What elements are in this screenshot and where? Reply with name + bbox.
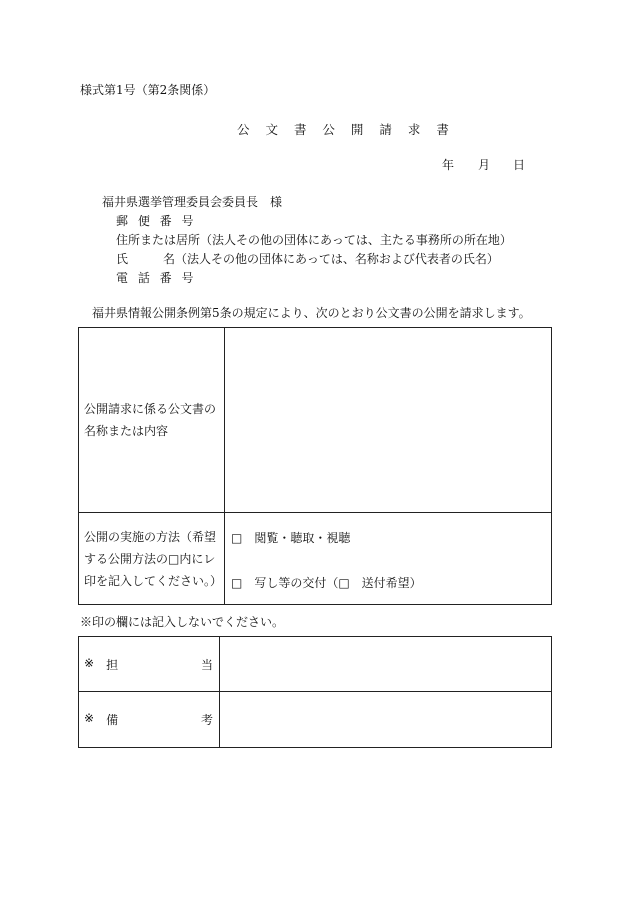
- charge-char-2: 当: [200, 657, 213, 672]
- field-phone: 電 話 番 号: [116, 271, 197, 285]
- option-copy-checkbox[interactable]: □ 写し等の交付（□ 送付希望）: [231, 576, 422, 590]
- date-month: 月: [478, 158, 491, 172]
- remarks-value-cell: [220, 692, 552, 748]
- form-number: 様式第1号（第2条関係）: [80, 83, 216, 97]
- request-table: [78, 327, 552, 605]
- method-label-line2: する公開方法の□内にレ: [84, 551, 216, 566]
- field-address: 住所または居所（法人その他の団体にあっては、主たる事務所の所在地）: [116, 233, 512, 247]
- remarks-char-2: 考: [200, 713, 213, 727]
- method-label-line3: 印を記入してください。）: [84, 573, 223, 588]
- remarks-label-cell: [79, 692, 220, 748]
- field-name-label: 氏: [116, 252, 129, 266]
- intro-text: 福井県情報公開条例第5条の規定により、次のとおり公文書の公開を請求します。: [92, 306, 531, 320]
- charge-label-cell: [79, 637, 220, 692]
- field-name-note: 名（法人その他の団体にあっては、名称および代表者の氏名）: [163, 252, 499, 266]
- date-day: 日: [513, 158, 526, 172]
- method-label-cell: [79, 513, 225, 605]
- addressee: 福井県選挙管理委員会委員長 様: [102, 195, 283, 209]
- option-view-checkbox[interactable]: □ 閲覧・聴取・視聴: [231, 531, 351, 545]
- method-label-line1: 公開の実施の方法（希望: [84, 529, 217, 544]
- doc-name-input-cell[interactable]: [225, 328, 552, 513]
- doc-name-label-line1: 公開請求に係る公文書の: [84, 402, 217, 416]
- doc-name-label-line2: 名称または内容: [84, 424, 169, 438]
- field-postal-code: 郵 便 番 号: [116, 214, 197, 228]
- office-note: ※印の欄には記入しないでください。: [80, 615, 285, 629]
- date-year: 年: [442, 158, 455, 172]
- remarks-mark: ※: [84, 711, 95, 725]
- doc-name-label-cell: [79, 328, 225, 513]
- document-title: 公 文 書 公 開 請 求 書: [237, 122, 455, 137]
- charge-value-cell: [220, 637, 552, 692]
- charge-char-1: 担: [106, 657, 119, 672]
- office-use-table: [78, 636, 552, 748]
- charge-mark: ※: [84, 655, 95, 670]
- remarks-char-1: 備: [106, 713, 119, 727]
- method-options-cell: [225, 513, 552, 605]
